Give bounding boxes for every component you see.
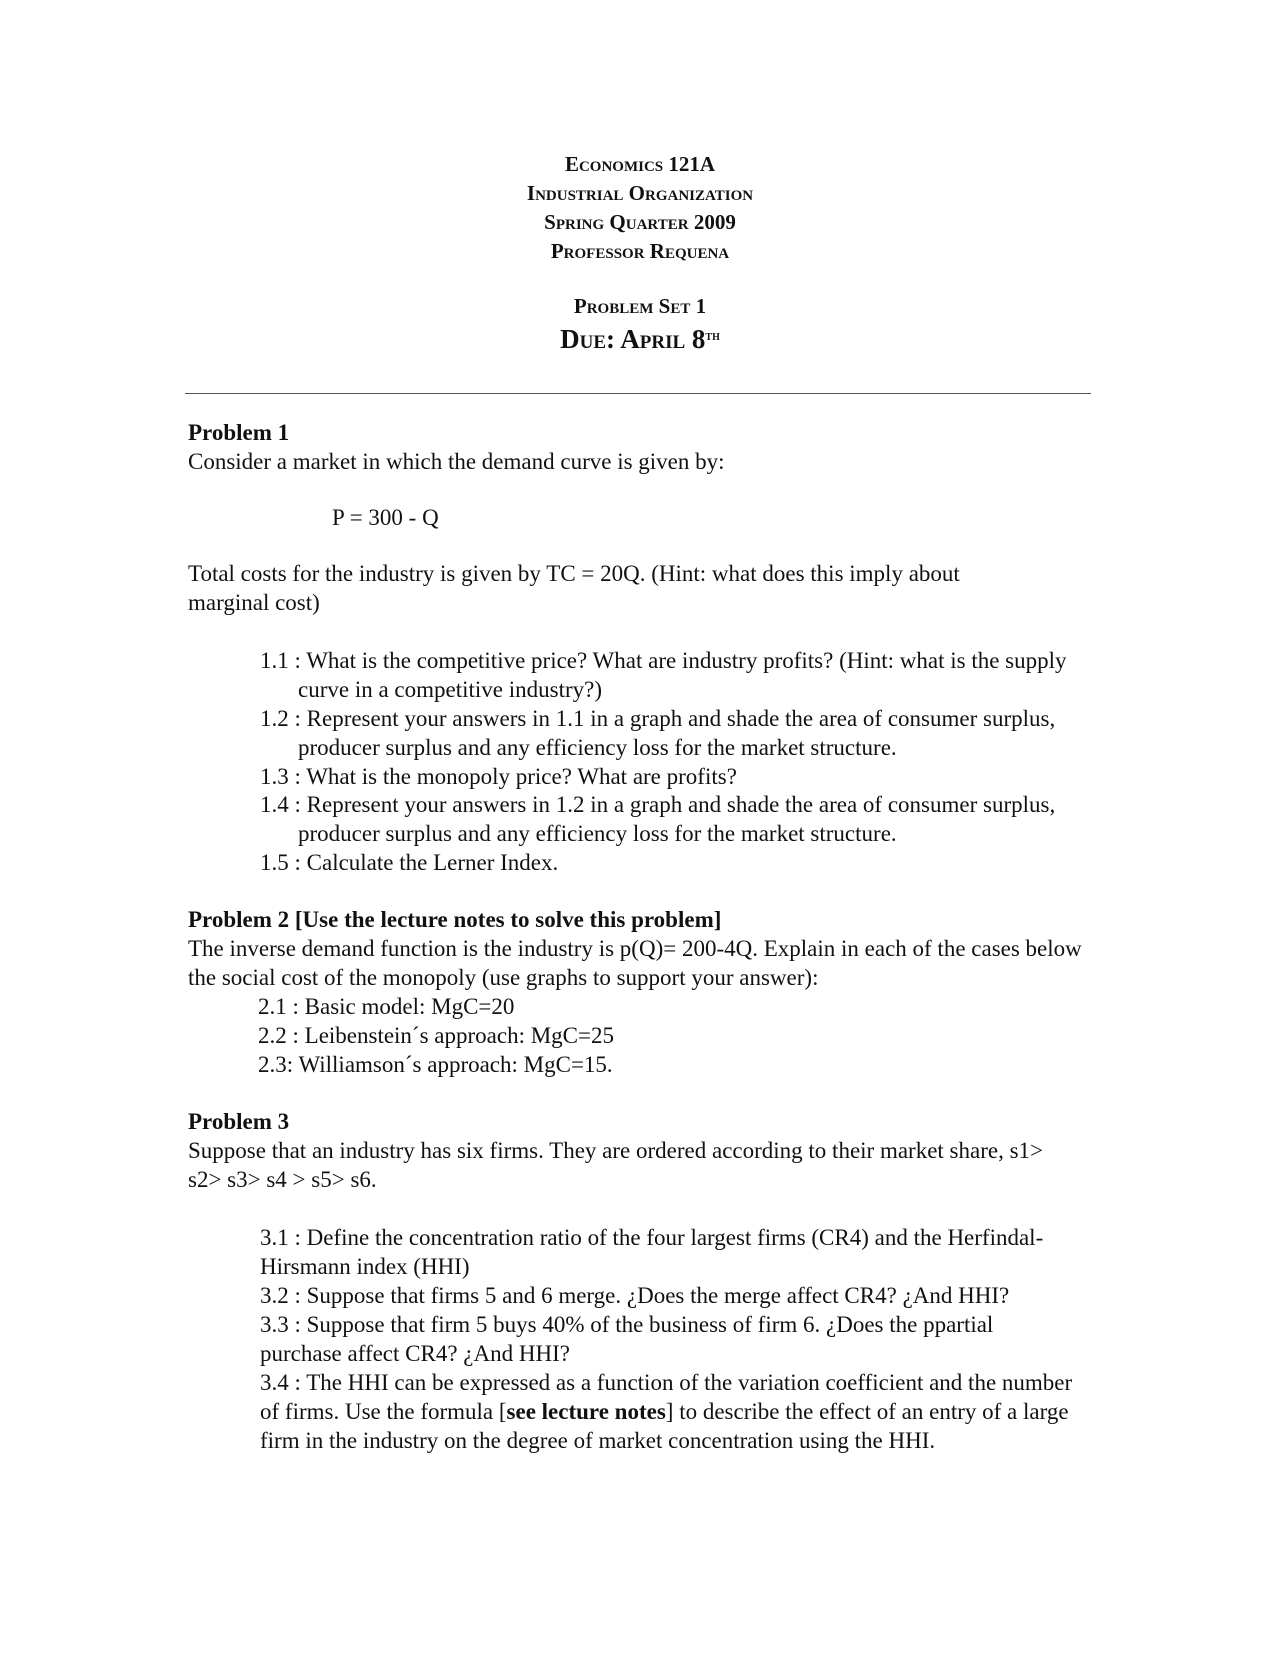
problem-1-item-4: 1.4 : Represent your answers in 1.2 in a graph and shade the area of consumer surplus, producer surplus and any efficiency loss for the market structure.: [260, 792, 1056, 846]
problem-1-item-3: 1.3 : What is the monopoly price? What are profits?: [260, 764, 737, 789]
horizontal-divider: [185, 393, 1091, 394]
course-subject: Industrial Organization: [526, 181, 754, 205]
problem-2-item-2: 2.2 : Leibenstein´s approach: MgC=25: [258, 1023, 614, 1048]
problem-2-item-1: 2.1 : Basic model: MgC=20: [258, 994, 515, 1019]
lecture-notes-emphasis: see lecture notes: [506, 1399, 666, 1424]
problem-3-item-4: 3.4 : The HHI can be expressed as a function of the variation coefficient and the number of firms. Use the formula [see lecture notes] to describe the effect of an entry of a large firm in the industry on the degree of market concentration using the HHI.: [260, 1370, 1073, 1453]
course-term: Spring Quarter 2009: [544, 210, 736, 234]
course-professor: Professor Requena: [550, 239, 730, 263]
problem-1-equation: P = 300 - Q: [332, 505, 439, 530]
problem-3-intro: Suppose that an industry has six firms. They are ordered according to their market share, s1> s2> s3> s4 > s5> s6.: [188, 1138, 1044, 1192]
problem-1-title: Problem 1: [188, 420, 290, 445]
problem-1-item-1: 1.1 : What is the competitive price? What are industry profits? (Hint: what is the supply curve in a competitive industry?): [260, 648, 1067, 702]
problem-3-title: Problem 3: [188, 1109, 290, 1134]
problem-1-intro: Consider a market in which the demand curve is given by:: [188, 449, 725, 474]
problem-2-title: Problem 2 [Use the lecture notes to solve this problem]: [188, 907, 722, 932]
problem-2-intro: The inverse demand function is the industry is p(Q)= 200-4Q. Explain in each of the cases below the social cost of the monopoly (use graphs to support your answer):: [188, 936, 1082, 990]
document-header: [0, 150, 1280, 357]
problem-3-item-2: 3.2 : Suppose that firms 5 and 6 merge. ¿Does the merge affect CR4? ¿And HHI?: [260, 1283, 1010, 1308]
problem-1-costs: Total costs for the industry is given by TC = 20Q. (Hint: what does this imply about marginal cost): [188, 561, 960, 615]
problem-2-item-3: 2.3: Williamson´s approach: MgC=15.: [258, 1052, 613, 1077]
problem-1-item-5: 1.5 : Calculate the Lerner Index.: [260, 850, 559, 875]
due-date-suffix: th: [705, 329, 720, 344]
course-title: Economics 121A: [564, 152, 716, 176]
problem-3-item-3: 3.3 : Suppose that firm 5 buys 40% of the business of firm 6. ¿Does the ppartial purchase affect CR4? ¿And HHI?: [260, 1312, 994, 1366]
problem-1-item-2: 1.2 : Represent your answers in 1.1 in a graph and shade the area of consumer surplus, producer surplus and any efficiency loss for the market structure.: [260, 706, 1056, 760]
due-date: Due: April 8th: [560, 324, 720, 354]
problem-3-item-1: 3.1 : Define the concentration ratio of the four largest firms (CR4) and the Herfindal-Hirsmann index (HHI): [260, 1225, 1044, 1279]
problem-set-title: Problem Set 1: [573, 294, 707, 318]
